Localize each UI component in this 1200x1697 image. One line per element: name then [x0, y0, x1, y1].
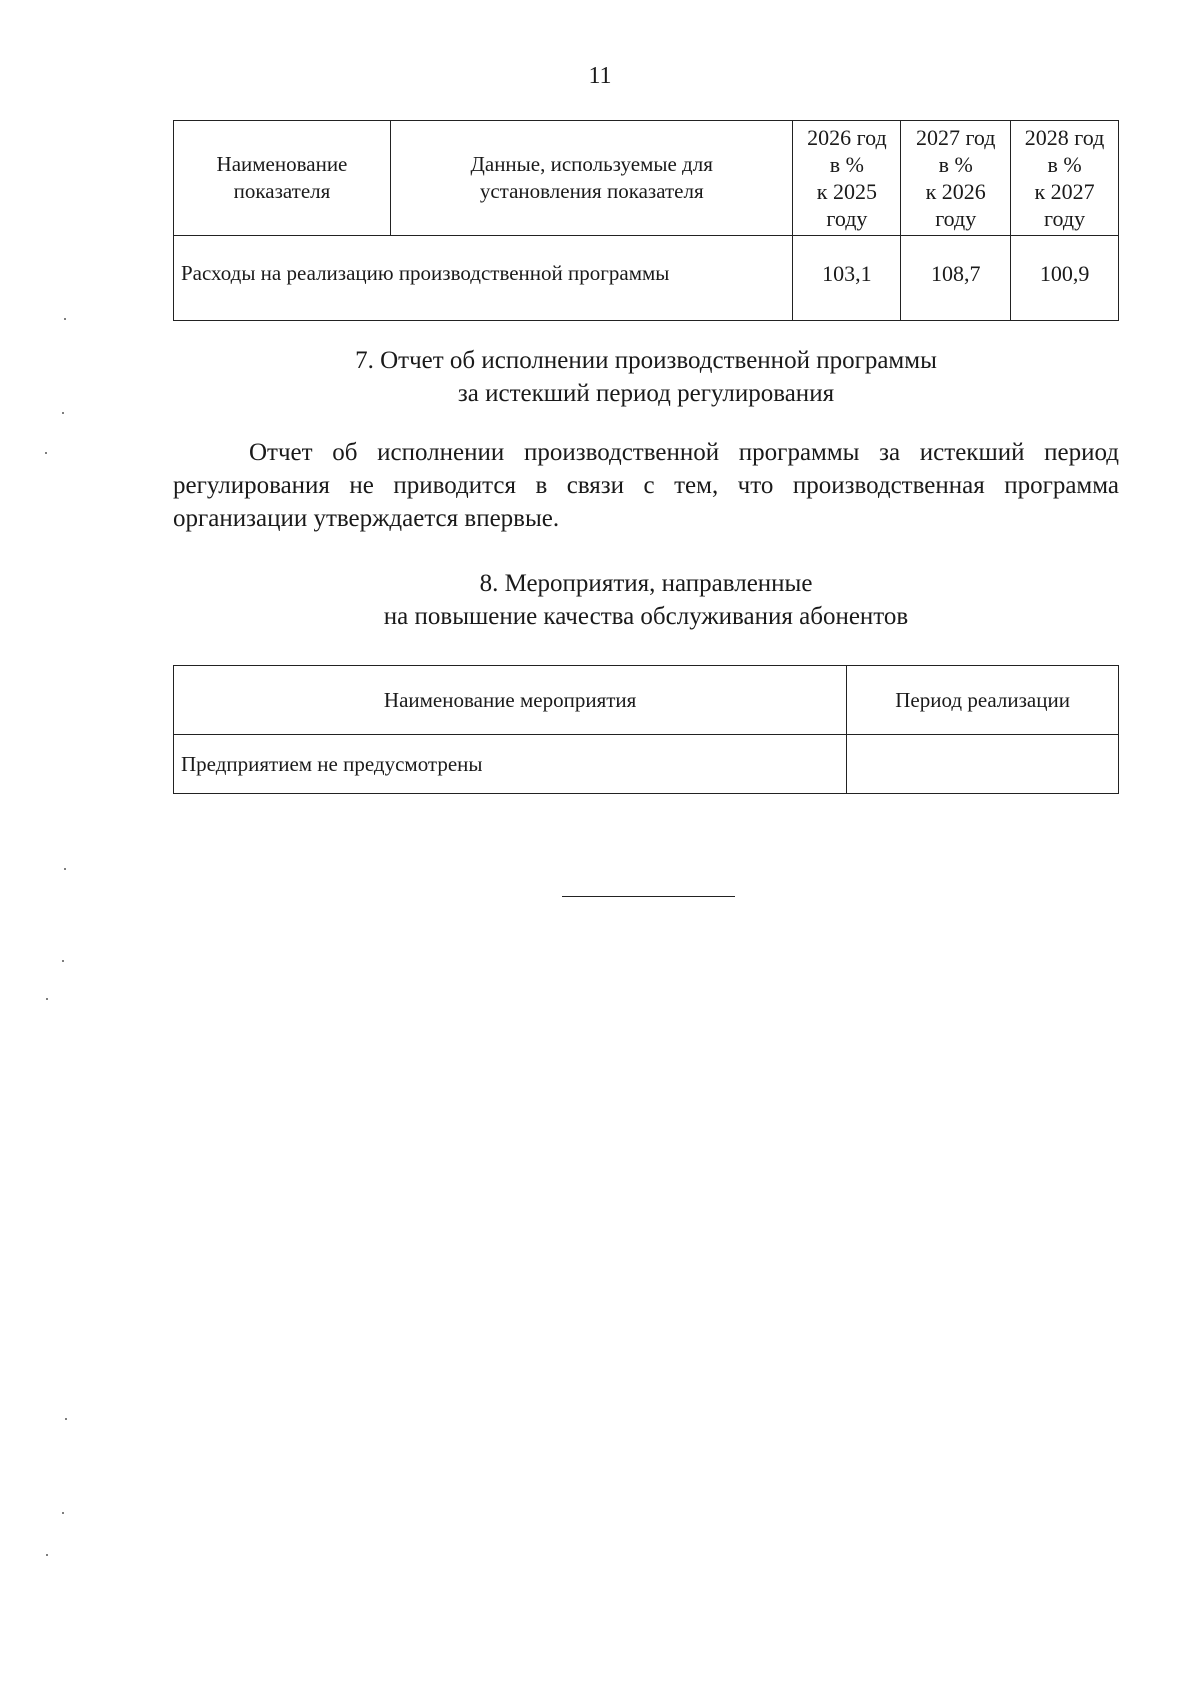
measure-name-cell: Предприятием не предусмотрены — [174, 735, 847, 794]
year-2026-header-line: 2026 год — [807, 125, 887, 150]
indicator-data-header: Данные, используемые для установления показателя — [390, 121, 793, 236]
scan-speck — [62, 960, 64, 962]
section-8-heading — [0, 567, 1200, 633]
scan-speck — [46, 1554, 48, 1556]
value-2028-cell: 100,9 — [1011, 236, 1119, 321]
value-2027-cell: 108,7 — [901, 236, 1011, 321]
year-2026-header-line: в % — [829, 152, 864, 177]
section-7-heading — [0, 344, 1200, 410]
year-2027-header-line: 2027 год — [915, 125, 996, 150]
scan-speck — [46, 998, 48, 1000]
year-2027-header-line: году — [935, 206, 977, 231]
year-2026-header-line: году — [826, 206, 868, 231]
year-2027-header-line: в % — [938, 152, 973, 177]
measure-period-cell — [847, 735, 1119, 794]
year-2028-header-line: 2028 год — [1024, 125, 1105, 150]
scan-speck — [45, 452, 47, 454]
year-2026-header-line: к 2025 — [816, 179, 877, 204]
year-2028-header-line: в % — [1047, 152, 1082, 177]
section-8-title-line-1: 8. Мероприятия, направленные — [479, 570, 813, 597]
table-row — [174, 735, 1119, 794]
measure-name-header: Наименование мероприятия — [174, 666, 847, 735]
year-2028-header-line: году — [1044, 206, 1086, 231]
indicators-table-header-row — [174, 121, 1119, 236]
page-number: 11 — [588, 63, 612, 89]
year-2028-header-line: к 2027 — [1034, 179, 1095, 204]
measure-period-header: Период реализации — [847, 666, 1119, 735]
indicators-table — [173, 120, 1119, 321]
value-2026-cell: 103,1 — [793, 236, 901, 321]
scan-speck — [64, 318, 66, 320]
scan-speck — [62, 1512, 64, 1514]
end-divider — [562, 896, 735, 897]
scan-speck — [65, 1418, 67, 1420]
indicator-name-header: Наименование показателя — [174, 121, 391, 236]
table-row — [174, 236, 1119, 321]
section-8-title-line-2: на повышение качества обслуживания абонентов — [383, 603, 909, 630]
year-2026-header — [793, 121, 901, 236]
year-2028-header — [1011, 121, 1119, 236]
scan-speck — [64, 868, 66, 870]
section-7-title-line-2: за истекший период регулирования — [457, 380, 835, 407]
measures-table — [173, 665, 1119, 794]
section-7-title-line-1: 7. Отчет об исполнении производственной программы — [355, 347, 937, 374]
indicator-label-cell: Расходы на реализацию производственной программы — [174, 236, 793, 321]
scan-speck — [62, 412, 64, 414]
year-2027-header-line: к 2026 — [925, 179, 986, 204]
year-2027-header — [901, 121, 1011, 236]
measures-table-header-row — [174, 666, 1119, 735]
section-7-paragraph: Отчет об исполнении производственной программы за истекший период регулирования не приводится в связи с тем, что производственная программа организации утверждается впервые. — [173, 439, 1119, 532]
